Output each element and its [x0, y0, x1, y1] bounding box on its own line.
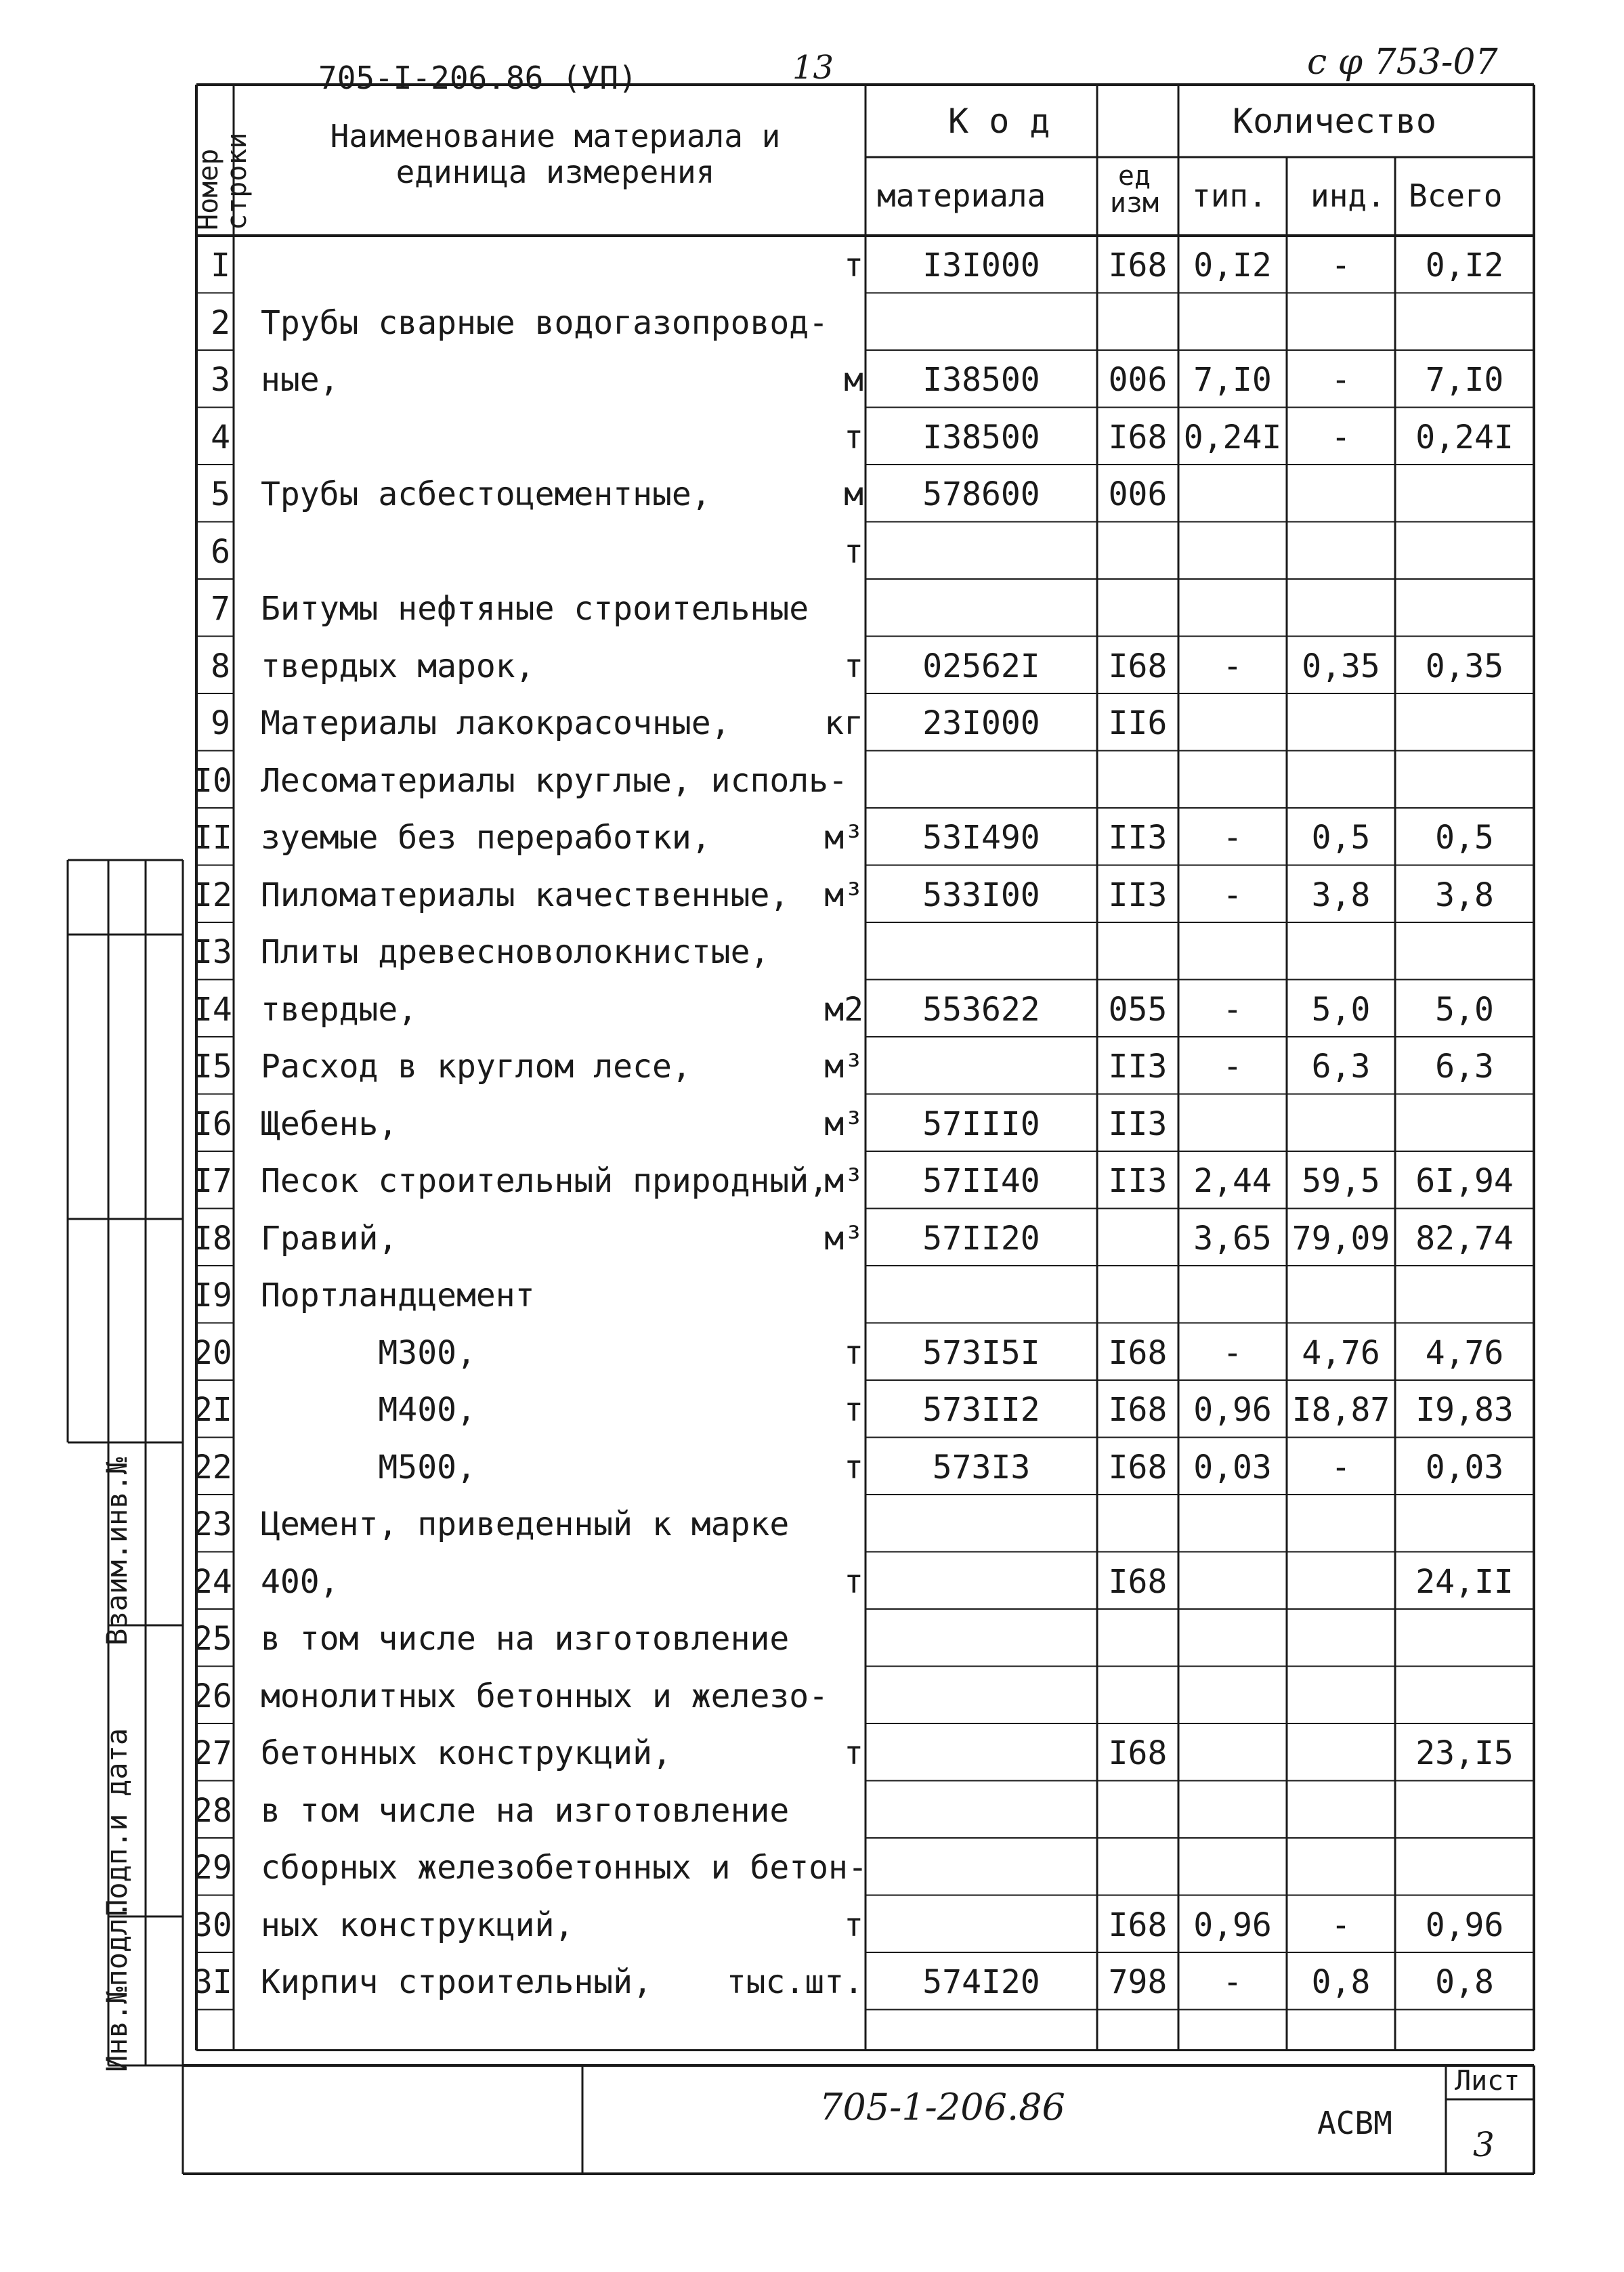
material-name: Плиты древесноволокнистые,	[261, 933, 770, 971]
qty-total: 7,I0	[1425, 361, 1504, 399]
qty-typ: 0,03	[1193, 1448, 1272, 1486]
row-number: 9	[211, 704, 230, 742]
side-sign-date: Подп.и дата	[100, 1728, 133, 1916]
header-code-material: материала	[877, 177, 1046, 214]
unit: т	[844, 1448, 863, 1486]
qty-ind: 79,09	[1291, 1219, 1390, 1258]
header-code-unit: ед изм	[1109, 160, 1159, 219]
unit-code: I68	[1108, 418, 1168, 456]
material-name: сборных железобетонных и бетон-	[261, 1849, 868, 1887]
row-number: II	[193, 819, 232, 857]
qty-total: 0,8	[1435, 1963, 1494, 2001]
row-number: 5	[211, 475, 230, 513]
qty-ind: -	[1331, 361, 1351, 399]
material-name: в том числе на изготовление	[261, 1791, 790, 1830]
row-number: 20	[193, 1333, 232, 1372]
material-name: Портландцемент	[261, 1277, 535, 1314]
qty-typ: 2,44	[1193, 1162, 1272, 1200]
unit-code: II3	[1108, 819, 1168, 857]
qty-typ: -	[1222, 1963, 1243, 2001]
qty-total: 0,35	[1425, 647, 1504, 685]
qty-total: 0,5	[1435, 819, 1494, 857]
qty-total: 0,03	[1425, 1448, 1504, 1486]
material-code: 573II2	[922, 1391, 1040, 1429]
row-number: 22	[193, 1448, 232, 1486]
unit-code: II3	[1108, 1162, 1168, 1200]
header-code: К о д	[948, 102, 1050, 141]
material-code: 533I00	[922, 876, 1040, 914]
qty-ind: I8,87	[1291, 1391, 1390, 1429]
row-number: I	[211, 247, 230, 284]
unit-code: I68	[1108, 247, 1168, 284]
row-number: 4	[211, 418, 230, 456]
row-number: 26	[193, 1677, 232, 1715]
unit-code: I68	[1108, 1562, 1168, 1601]
unit: м³	[824, 1105, 863, 1143]
row-number: 23	[193, 1505, 232, 1543]
row-number: 25	[193, 1620, 232, 1658]
qty-typ: -	[1222, 1333, 1243, 1372]
row-number: I7	[193, 1162, 232, 1200]
material-name: Битумы нефтяные строительные	[261, 590, 809, 628]
qty-total: 24,II	[1415, 1562, 1514, 1601]
unit-code: 798	[1108, 1963, 1168, 2001]
qty-ind: -	[1331, 1906, 1351, 1944]
doc-code-top: 705-I-206.86 (УП)	[318, 60, 637, 96]
material-name: Расход в круглом лесе,	[261, 1048, 691, 1086]
qty-ind: 4,76	[1302, 1333, 1380, 1372]
row-number: I9	[193, 1277, 232, 1314]
material-name: твердые,	[261, 990, 418, 1029]
unit: т	[844, 1734, 863, 1772]
qty-typ: -	[1222, 647, 1243, 685]
qty-total: 0,I2	[1425, 247, 1504, 284]
qty-ind: 6,3	[1311, 1048, 1371, 1086]
material-code: 553622	[922, 990, 1040, 1029]
material-name: 400,	[261, 1562, 339, 1601]
unit-code: 006	[1108, 475, 1168, 513]
row-number: 3	[211, 361, 230, 399]
unit: тыс.шт.	[726, 1963, 863, 2001]
material-name: Пиломатериалы качественные,	[261, 876, 790, 914]
qty-typ: 0,96	[1193, 1391, 1272, 1429]
qty-total: I9,83	[1415, 1391, 1514, 1429]
unit: т	[844, 1562, 863, 1601]
row-number: 30	[193, 1906, 232, 1944]
qty-typ: 0,I2	[1193, 247, 1272, 284]
archive-code: с φ 753-07	[1307, 42, 1498, 83]
row-number: 3I	[193, 1963, 232, 2001]
material-name: твердых марок,	[261, 647, 535, 685]
row-number: I0	[193, 761, 232, 800]
unit-code: I68	[1108, 647, 1168, 685]
qty-ind: 0,5	[1311, 819, 1371, 857]
material-code: 53I490	[922, 819, 1040, 857]
material-name: Цемент, приведенный к марке	[261, 1505, 790, 1543]
unit: м³	[824, 1048, 863, 1086]
qty-total: 0,24I	[1415, 418, 1514, 456]
unit-code: I68	[1108, 1906, 1168, 1944]
header-row-number: Номер строки	[193, 132, 253, 230]
row-number: 8	[211, 647, 230, 685]
unit-code: II3	[1108, 1105, 1168, 1143]
side-inv-swap: Взаим.инв.№	[100, 1457, 133, 1646]
material-name: Кирпич строительный,	[261, 1963, 652, 2001]
qty-ind: -	[1331, 418, 1351, 456]
row-number: 2I	[193, 1391, 232, 1429]
side-inv-orig: Инв.№подл.	[100, 1901, 133, 2072]
material-code: 57II20	[922, 1219, 1040, 1258]
unit: м³	[824, 819, 863, 857]
qty-ind: -	[1331, 247, 1351, 284]
material-name: зуемые без переработки,	[261, 819, 711, 857]
row-number: I3	[193, 933, 232, 971]
unit: т	[844, 1391, 863, 1429]
material-name: М500,	[261, 1448, 476, 1486]
material-code: 23I000	[922, 704, 1040, 742]
qty-typ: 0,24I	[1183, 418, 1282, 456]
unit-code: 055	[1108, 990, 1168, 1029]
unit-code: I68	[1108, 1448, 1168, 1486]
material-name: в том числе на изготовление	[261, 1620, 790, 1658]
unit-code: II3	[1108, 876, 1168, 914]
qty-typ: 7,I0	[1193, 361, 1272, 399]
unit-code: 006	[1108, 361, 1168, 399]
qty-ind: 5,0	[1311, 990, 1371, 1029]
qty-typ: -	[1222, 990, 1243, 1029]
material-name: монолитных бетонных и железо-	[261, 1677, 829, 1715]
row-number: 2	[211, 303, 230, 342]
row-number: 27	[193, 1734, 232, 1772]
qty-total: 5,0	[1435, 990, 1494, 1029]
material-name: бетонных конструкций,	[261, 1734, 672, 1772]
qty-ind: 3,8	[1311, 876, 1371, 914]
qty-total: 6,3	[1435, 1048, 1494, 1086]
qty-total: 0,96	[1425, 1906, 1504, 1944]
material-code: 02562I	[922, 647, 1040, 685]
material-code: I3I000	[922, 247, 1040, 284]
header-qty-ind: инд.	[1310, 177, 1386, 214]
unit: м	[844, 361, 863, 399]
qty-ind: 0,8	[1311, 1963, 1371, 2001]
header-qty-total: Всего	[1409, 177, 1503, 214]
unit: м³	[824, 876, 863, 914]
material-name: Трубы асбестоцементные,	[261, 475, 711, 513]
qty-total: 6I,94	[1415, 1162, 1514, 1200]
footer-sheet-number: 3	[1473, 2125, 1495, 2164]
material-code: 573I3	[932, 1448, 1031, 1486]
footer-org: АСВМ	[1317, 2105, 1392, 2141]
unit-code: II6	[1108, 704, 1168, 742]
material-code: 57II40	[922, 1162, 1040, 1200]
qty-typ: -	[1222, 1048, 1243, 1086]
material-name: М300,	[261, 1333, 476, 1372]
material-name: Песок строительный природный,	[261, 1162, 829, 1200]
material-code: I38500	[922, 361, 1040, 399]
material-code: 57III0	[922, 1105, 1040, 1143]
material-name: Щебень,	[261, 1105, 398, 1143]
unit: т	[844, 647, 863, 685]
unit: т	[844, 418, 863, 456]
qty-total: 3,8	[1435, 876, 1494, 914]
row-number: I6	[193, 1105, 232, 1143]
row-number: I5	[193, 1048, 232, 1086]
qty-typ: -	[1222, 819, 1243, 857]
unit: т	[844, 532, 863, 571]
row-number: 29	[193, 1849, 232, 1887]
material-code: 578600	[922, 475, 1040, 513]
unit: т	[844, 247, 863, 284]
unit-code: I68	[1108, 1391, 1168, 1429]
page-mark: 13	[792, 49, 834, 87]
material-name: Материалы лакокрасочные,	[261, 704, 731, 742]
qty-ind: -	[1331, 1448, 1351, 1486]
row-number: I2	[193, 876, 232, 914]
unit-code: II3	[1108, 1048, 1168, 1086]
qty-total: 4,76	[1425, 1333, 1504, 1372]
material-name: Трубы сварные водогазопровод-	[261, 303, 829, 342]
material-name: Лесоматериалы круглые, исполь-	[261, 761, 848, 800]
qty-typ: 0,96	[1193, 1906, 1272, 1944]
header-name: Наименование материала и единица измерения	[330, 118, 781, 190]
unit-code: I68	[1108, 1734, 1168, 1772]
material-name: ные,	[261, 361, 339, 399]
unit: м³	[824, 1162, 863, 1200]
row-number: I4	[193, 990, 232, 1029]
footer-doc-code: 705-1-206.86	[819, 2086, 1065, 2128]
material-code: I38500	[922, 418, 1040, 456]
row-number: 7	[211, 590, 230, 628]
row-number: I8	[193, 1219, 232, 1258]
qty-typ: 3,65	[1193, 1219, 1272, 1258]
row-number: 6	[211, 532, 230, 571]
row-number: 24	[193, 1562, 232, 1601]
unit: т	[844, 1333, 863, 1372]
footer-sheet-label: Лист	[1455, 2065, 1520, 2097]
qty-typ: -	[1222, 876, 1243, 914]
material-code: 574I20	[922, 1963, 1040, 2001]
material-name: Гравий,	[261, 1219, 398, 1258]
unit: т	[844, 1906, 863, 1944]
unit: м	[844, 475, 863, 513]
material-code: 573I5I	[922, 1333, 1040, 1372]
unit-code: I68	[1108, 1333, 1168, 1372]
unit: м³	[824, 1219, 863, 1258]
header-qty-typ: тип.	[1192, 177, 1267, 214]
qty-ind: 0,35	[1302, 647, 1380, 685]
qty-total: 23,I5	[1415, 1734, 1514, 1772]
row-number: 28	[193, 1791, 232, 1830]
material-name: ных конструкций,	[261, 1906, 574, 1944]
unit: м2	[824, 990, 863, 1029]
header-quantity: Количество	[1233, 102, 1437, 141]
qty-ind: 59,5	[1302, 1162, 1380, 1200]
qty-total: 82,74	[1415, 1219, 1514, 1258]
unit: кг	[824, 704, 863, 742]
material-name: М400,	[261, 1391, 476, 1429]
